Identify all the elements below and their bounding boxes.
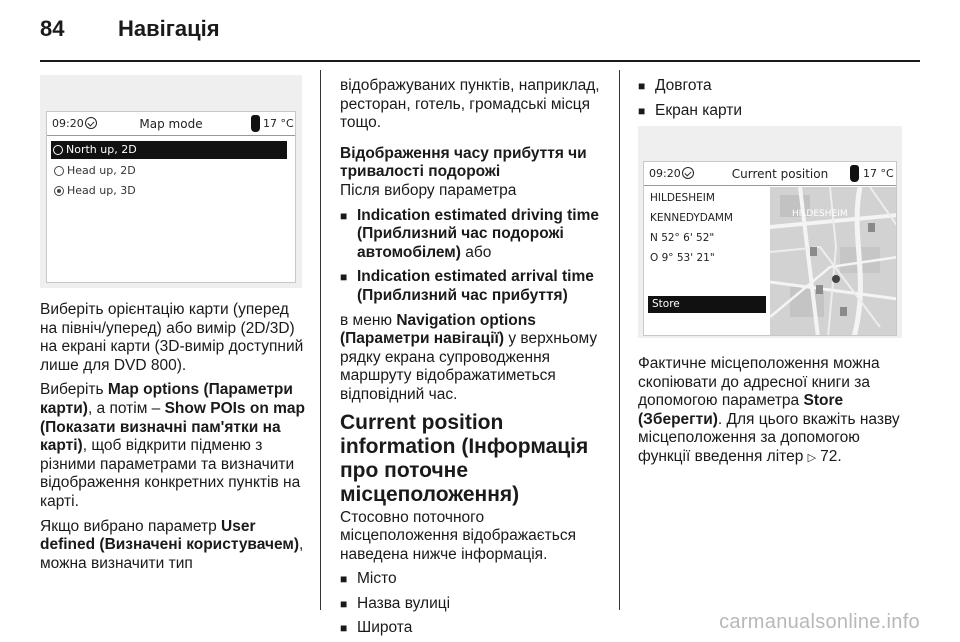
paragraph: Виберіть Map options (Параметри карти), а потім – Show POIs on map (Показати визначні пам'ятки на карті), щоб відкрити підменю з різними параметрами та визначити відображення конкретних пунктів на карті. bbox=[40, 381, 305, 510]
column-divider-1 bbox=[320, 70, 321, 610]
option-head-up-3d[interactable] bbox=[52, 182, 136, 200]
paragraph: Фактичне місцеположення можна скопіювати до адресної книги за допомогою параметра Store (Зберегти). Для цього вкажіть назву місцеположення за допомогою функції введення літер ▷ 72. bbox=[638, 355, 913, 468]
screen-title: Current position bbox=[731, 167, 829, 181]
temperature: 17 °C bbox=[863, 167, 894, 180]
street-name: KENNEDYDAMM bbox=[650, 212, 733, 224]
screen-title: Map mode bbox=[139, 117, 203, 131]
page-reference[interactable]: 72. bbox=[820, 447, 842, 465]
header-rule bbox=[40, 60, 920, 62]
paragraph: відображуваних пунктів, наприклад, ресторан, готель, громадські місця тощо. bbox=[340, 77, 600, 132]
map-mode-screen bbox=[46, 111, 296, 283]
screen-status-bar bbox=[47, 112, 295, 136]
clock-time: 09:20 bbox=[649, 167, 681, 180]
column-3 bbox=[638, 355, 913, 474]
page-header bbox=[40, 14, 920, 54]
eta-options-list bbox=[340, 207, 602, 306]
option-label: Head up, 2D bbox=[67, 164, 136, 177]
paragraph: Виберіть орієнтацію карти (уперед на північ/уперед) або вимір (2D/3D) на екрані карти (3D-вимір доступний лише для DVD 800). bbox=[40, 301, 304, 374]
column-2 bbox=[340, 77, 602, 642]
screen-status-bar bbox=[644, 162, 896, 186]
page-number: 84 bbox=[40, 16, 65, 41]
list-item: ■ Indication estimated driving time (Приблизний час подорожі автомобілем) або bbox=[340, 207, 602, 263]
section-heading-current-position: Current position information (Інформація про поточне місцеположення) bbox=[340, 410, 589, 506]
option-north-up-2d[interactable] bbox=[51, 141, 287, 159]
store-button[interactable]: Store bbox=[648, 296, 766, 313]
column-1 bbox=[40, 301, 308, 579]
longitude: O 9° 53' 21" bbox=[650, 252, 715, 264]
latitude: N 52° 6' 52" bbox=[650, 232, 715, 244]
page-title: Навігація bbox=[118, 16, 220, 41]
position-info-list-cont bbox=[638, 77, 903, 120]
option-label: Head up, 3D bbox=[67, 184, 136, 197]
thermometer-icon bbox=[850, 165, 859, 182]
column-divider-2 bbox=[619, 70, 620, 610]
list-item: ■ Екран карти bbox=[638, 102, 903, 121]
list-item: ■ Indication estimated arrival time (Приблизний час прибуття) bbox=[340, 268, 602, 305]
subheading-eta: Відображення часу прибуття чи тривалості подорожі bbox=[340, 144, 587, 181]
paragraph: Якщо вибрано параметр User defined (Визначені користувачем), можна визначити тип bbox=[40, 517, 304, 572]
temperature: 17 °C bbox=[263, 117, 294, 130]
city-name: HILDESHEIM bbox=[650, 192, 715, 204]
map-mode-screenshot-frame bbox=[40, 75, 302, 288]
map-city-label: HILDESHEIM bbox=[792, 209, 848, 219]
radio-icon bbox=[54, 186, 64, 196]
map-view[interactable] bbox=[770, 187, 897, 336]
paragraph: Стосовно поточного місцеположення відображається наведена нижче інформація. bbox=[340, 508, 576, 563]
list-item: ■ Довгота bbox=[638, 77, 903, 96]
radio-icon bbox=[54, 166, 64, 176]
option-head-up-2d[interactable] bbox=[52, 162, 136, 180]
paragraph: Після вибору параметра bbox=[340, 181, 517, 199]
column-3-list bbox=[638, 77, 903, 126]
radio-icon bbox=[53, 145, 63, 155]
list-item: ■ Місто bbox=[340, 570, 602, 589]
current-position-screenshot-frame bbox=[638, 126, 902, 338]
arrow-ref-icon: ▷ bbox=[807, 451, 817, 464]
position-info-list bbox=[340, 570, 602, 638]
list-item: ■ Назва вулиці bbox=[340, 595, 602, 614]
paragraph: в меню Navigation options (Параметри навігації) у верхньому рядку екрана супроводження маршруту відображатиметься відповідний час. bbox=[340, 311, 598, 403]
list-item: ■ Широта bbox=[340, 619, 602, 638]
current-position-screen bbox=[643, 161, 897, 336]
clock-time: 09:20 bbox=[52, 117, 84, 130]
watermark: carmanualsonline.info bbox=[719, 611, 920, 633]
thermometer-icon bbox=[251, 115, 260, 132]
option-label: North up, 2D bbox=[66, 143, 137, 156]
